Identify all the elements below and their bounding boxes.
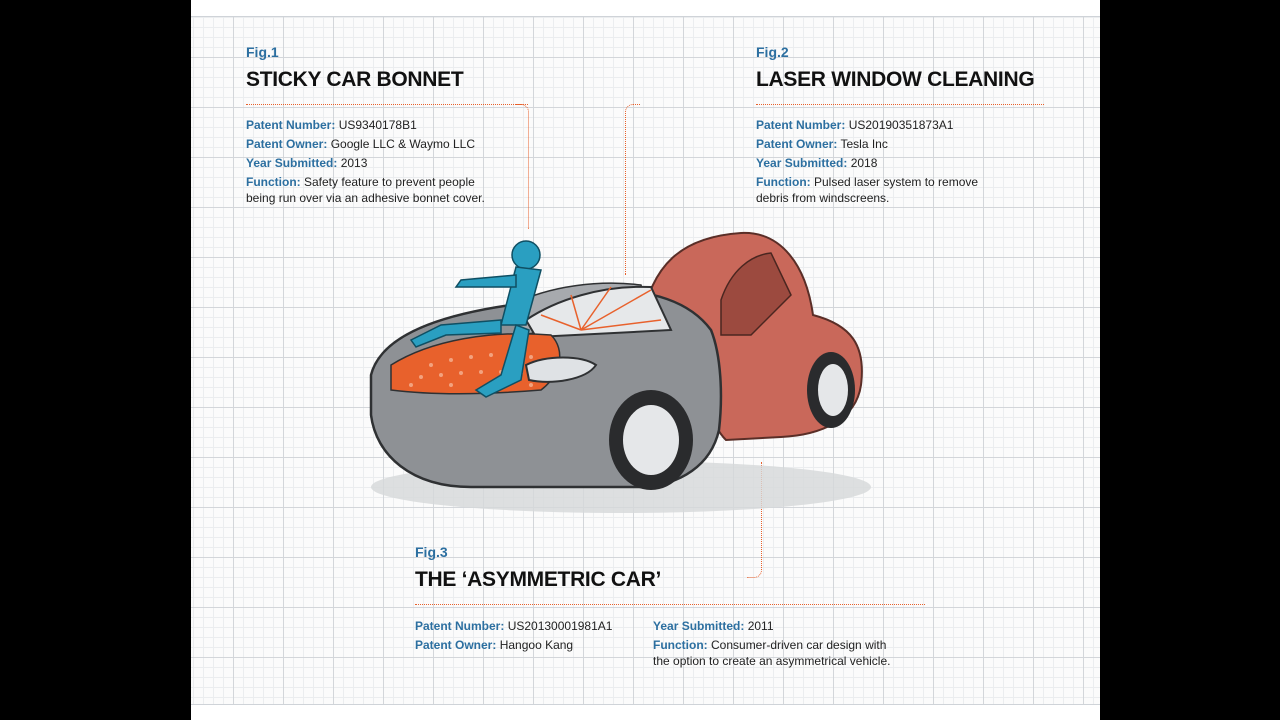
front-wheel-rim	[623, 405, 679, 475]
fig1-patent-number: Patent Number: US9340178B1	[246, 118, 417, 132]
infographic-page	[191, 0, 1100, 720]
fig1-title: STICKY CAR BONNET	[246, 68, 464, 91]
fig1-year-submitted: Year Submitted: 2013	[246, 156, 368, 170]
fig2-patent-number: Patent Number: US20190351873A1	[756, 118, 954, 132]
fig3-divider	[415, 604, 925, 605]
fig3-year-submitted: Year Submitted: 2011	[653, 619, 774, 633]
fig3-title: THE ‘ASYMMETRIC CAR’	[415, 568, 662, 591]
car-illustration	[351, 225, 871, 525]
top-border	[191, 0, 1100, 17]
fig2-patent-owner: Patent Owner: Tesla Inc	[756, 137, 888, 151]
fig3-patent-owner: Patent Owner: Hangoo Kang	[415, 638, 574, 652]
fig1-divider	[246, 104, 528, 105]
fig3-function: Function: Consumer-driven car design with the option to create an asymmetrical vehicle.	[653, 638, 891, 668]
fig3-panel	[415, 544, 925, 669]
fig3-label: Fig.3	[415, 544, 448, 560]
fig2-year-submitted: Year Submitted: 2018	[756, 156, 878, 170]
fig1-panel	[246, 44, 528, 206]
fig2-title: LASER WINDOW CLEANING	[756, 68, 1035, 91]
fig1-label: Fig.1	[246, 44, 279, 60]
bottom-border	[191, 704, 1100, 720]
fig2-function: Function: Pulsed laser system to remove debris from windscreens.	[756, 175, 979, 205]
fig1-function: Function: Safety feature to prevent people being run over via an adhesive bonnet cover.	[246, 175, 485, 205]
fig2-panel	[756, 44, 1044, 206]
fig2-label: Fig.2	[756, 44, 789, 60]
fig1-patent-owner: Patent Owner: Google LLC & Waymo LLC	[246, 137, 475, 151]
fig3-patent-number: Patent Number: US20130001981A1	[415, 619, 613, 633]
rear-wheel-rim	[818, 364, 848, 416]
fig2-divider	[756, 104, 1044, 105]
